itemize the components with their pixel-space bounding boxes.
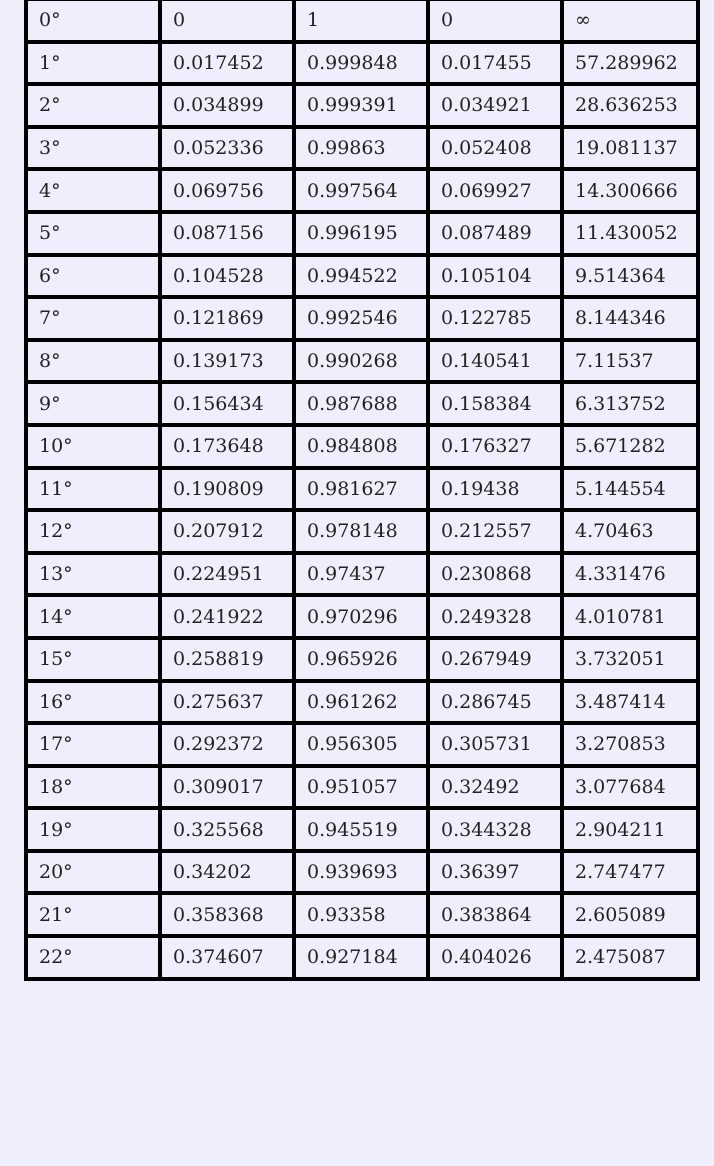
table-row	[26, 681, 698, 724]
table-row	[26, 425, 698, 468]
angle-cell: 11°	[26, 468, 160, 511]
tan-cell: 0.230868	[428, 553, 562, 596]
angle-cell: 12°	[26, 510, 160, 553]
table-row	[26, 595, 698, 638]
table-row	[26, 808, 698, 851]
cos-cell: 0.996195	[294, 212, 428, 255]
cot-cell: 2.904211	[562, 808, 698, 851]
cot-cell: 8.144346	[562, 297, 698, 340]
angle-cell: 9°	[26, 382, 160, 425]
sin-cell: 0.275637	[160, 681, 294, 724]
cos-cell: 0.93358	[294, 893, 428, 936]
cos-cell: 0.99863	[294, 127, 428, 170]
cos-cell: 0.961262	[294, 681, 428, 724]
cot-cell: 19.081137	[562, 127, 698, 170]
tan-cell: 0.249328	[428, 595, 562, 638]
angle-cell: 10°	[26, 425, 160, 468]
cot-cell: 2.747477	[562, 851, 698, 894]
angle-cell: 19°	[26, 808, 160, 851]
trig-table-container	[24, 0, 696, 981]
cos-cell: 0.990268	[294, 340, 428, 383]
sin-cell: 0.207912	[160, 510, 294, 553]
cos-cell: 0.981627	[294, 468, 428, 511]
angle-cell: 1°	[26, 42, 160, 85]
sin-cell: 0.139173	[160, 340, 294, 383]
table-row	[26, 255, 698, 298]
angle-cell: 16°	[26, 681, 160, 724]
cos-cell: 0.927184	[294, 936, 428, 979]
cot-cell: 9.514364	[562, 255, 698, 298]
tan-cell: 0.32492	[428, 766, 562, 809]
cos-cell: 0.999391	[294, 84, 428, 127]
angle-cell: 13°	[26, 553, 160, 596]
sin-cell: 0.087156	[160, 212, 294, 255]
table-row	[26, 212, 698, 255]
cos-cell: 0.945519	[294, 808, 428, 851]
cot-cell: ∞	[562, 0, 698, 42]
table-row	[26, 638, 698, 681]
trig-table-body	[26, 0, 698, 979]
tan-cell: 0.286745	[428, 681, 562, 724]
trig-table	[24, 0, 700, 981]
cot-cell: 3.270853	[562, 723, 698, 766]
cot-cell: 6.313752	[562, 382, 698, 425]
tan-cell: 0.344328	[428, 808, 562, 851]
cos-cell: 0.970296	[294, 595, 428, 638]
table-row	[26, 84, 698, 127]
angle-cell: 22°	[26, 936, 160, 979]
sin-cell: 0.173648	[160, 425, 294, 468]
cot-cell: 28.636253	[562, 84, 698, 127]
cot-cell: 57.289962	[562, 42, 698, 85]
sin-cell: 0.358368	[160, 893, 294, 936]
cos-cell: 0.994522	[294, 255, 428, 298]
cos-cell: 0.97437	[294, 553, 428, 596]
angle-cell: 5°	[26, 212, 160, 255]
cos-cell: 0.987688	[294, 382, 428, 425]
cos-cell: 0.939693	[294, 851, 428, 894]
table-row	[26, 766, 698, 809]
table-row	[26, 936, 698, 979]
tan-cell: 0.069927	[428, 169, 562, 212]
sin-cell: 0.017452	[160, 42, 294, 85]
sin-cell: 0.258819	[160, 638, 294, 681]
sin-cell: 0.325568	[160, 808, 294, 851]
angle-cell: 15°	[26, 638, 160, 681]
sin-cell: 0.156434	[160, 382, 294, 425]
table-row	[26, 42, 698, 85]
table-row	[26, 169, 698, 212]
tan-cell: 0.267949	[428, 638, 562, 681]
tan-cell: 0	[428, 0, 562, 42]
angle-cell: 8°	[26, 340, 160, 383]
tan-cell: 0.19438	[428, 468, 562, 511]
sin-cell: 0.069756	[160, 169, 294, 212]
angle-cell: 4°	[26, 169, 160, 212]
cot-cell: 14.300666	[562, 169, 698, 212]
sin-cell: 0.052336	[160, 127, 294, 170]
cos-cell: 0.997564	[294, 169, 428, 212]
cot-cell: 2.475087	[562, 936, 698, 979]
cot-cell: 7.11537	[562, 340, 698, 383]
tan-cell: 0.087489	[428, 212, 562, 255]
table-row	[26, 510, 698, 553]
tan-cell: 0.140541	[428, 340, 562, 383]
cot-cell: 3.077684	[562, 766, 698, 809]
cos-cell: 1	[294, 0, 428, 42]
table-row	[26, 893, 698, 936]
cos-cell: 0.999848	[294, 42, 428, 85]
table-row	[26, 851, 698, 894]
sin-cell: 0.104528	[160, 255, 294, 298]
sin-cell: 0.309017	[160, 766, 294, 809]
sin-cell: 0.241922	[160, 595, 294, 638]
sin-cell: 0.374607	[160, 936, 294, 979]
sin-cell: 0.224951	[160, 553, 294, 596]
cot-cell: 4.70463	[562, 510, 698, 553]
cos-cell: 0.951057	[294, 766, 428, 809]
tan-cell: 0.034921	[428, 84, 562, 127]
sin-cell: 0.292372	[160, 723, 294, 766]
sin-cell: 0.121869	[160, 297, 294, 340]
tan-cell: 0.122785	[428, 297, 562, 340]
cot-cell: 4.010781	[562, 595, 698, 638]
angle-cell: 21°	[26, 893, 160, 936]
table-row	[26, 340, 698, 383]
table-row	[26, 553, 698, 596]
cos-cell: 0.992546	[294, 297, 428, 340]
cot-cell: 5.671282	[562, 425, 698, 468]
cot-cell: 2.605089	[562, 893, 698, 936]
angle-cell: 7°	[26, 297, 160, 340]
cos-cell: 0.984808	[294, 425, 428, 468]
angle-cell: 14°	[26, 595, 160, 638]
cot-cell: 11.430052	[562, 212, 698, 255]
table-row	[26, 382, 698, 425]
tan-cell: 0.305731	[428, 723, 562, 766]
angle-cell: 18°	[26, 766, 160, 809]
cos-cell: 0.965926	[294, 638, 428, 681]
table-row	[26, 468, 698, 511]
cot-cell: 3.487414	[562, 681, 698, 724]
tan-cell: 0.017455	[428, 42, 562, 85]
sin-cell: 0.190809	[160, 468, 294, 511]
cot-cell: 3.732051	[562, 638, 698, 681]
tan-cell: 0.36397	[428, 851, 562, 894]
cot-cell: 4.331476	[562, 553, 698, 596]
tan-cell: 0.383864	[428, 893, 562, 936]
angle-cell: 0°	[26, 0, 160, 42]
tan-cell: 0.158384	[428, 382, 562, 425]
table-row	[26, 0, 698, 42]
sin-cell: 0.034899	[160, 84, 294, 127]
cot-cell: 5.144554	[562, 468, 698, 511]
table-row	[26, 127, 698, 170]
angle-cell: 17°	[26, 723, 160, 766]
sin-cell: 0.34202	[160, 851, 294, 894]
cos-cell: 0.978148	[294, 510, 428, 553]
tan-cell: 0.212557	[428, 510, 562, 553]
table-row	[26, 297, 698, 340]
angle-cell: 20°	[26, 851, 160, 894]
table-row	[26, 723, 698, 766]
sin-cell: 0	[160, 0, 294, 42]
tan-cell: 0.176327	[428, 425, 562, 468]
angle-cell: 6°	[26, 255, 160, 298]
tan-cell: 0.052408	[428, 127, 562, 170]
angle-cell: 2°	[26, 84, 160, 127]
angle-cell: 3°	[26, 127, 160, 170]
cos-cell: 0.956305	[294, 723, 428, 766]
tan-cell: 0.105104	[428, 255, 562, 298]
tan-cell: 0.404026	[428, 936, 562, 979]
